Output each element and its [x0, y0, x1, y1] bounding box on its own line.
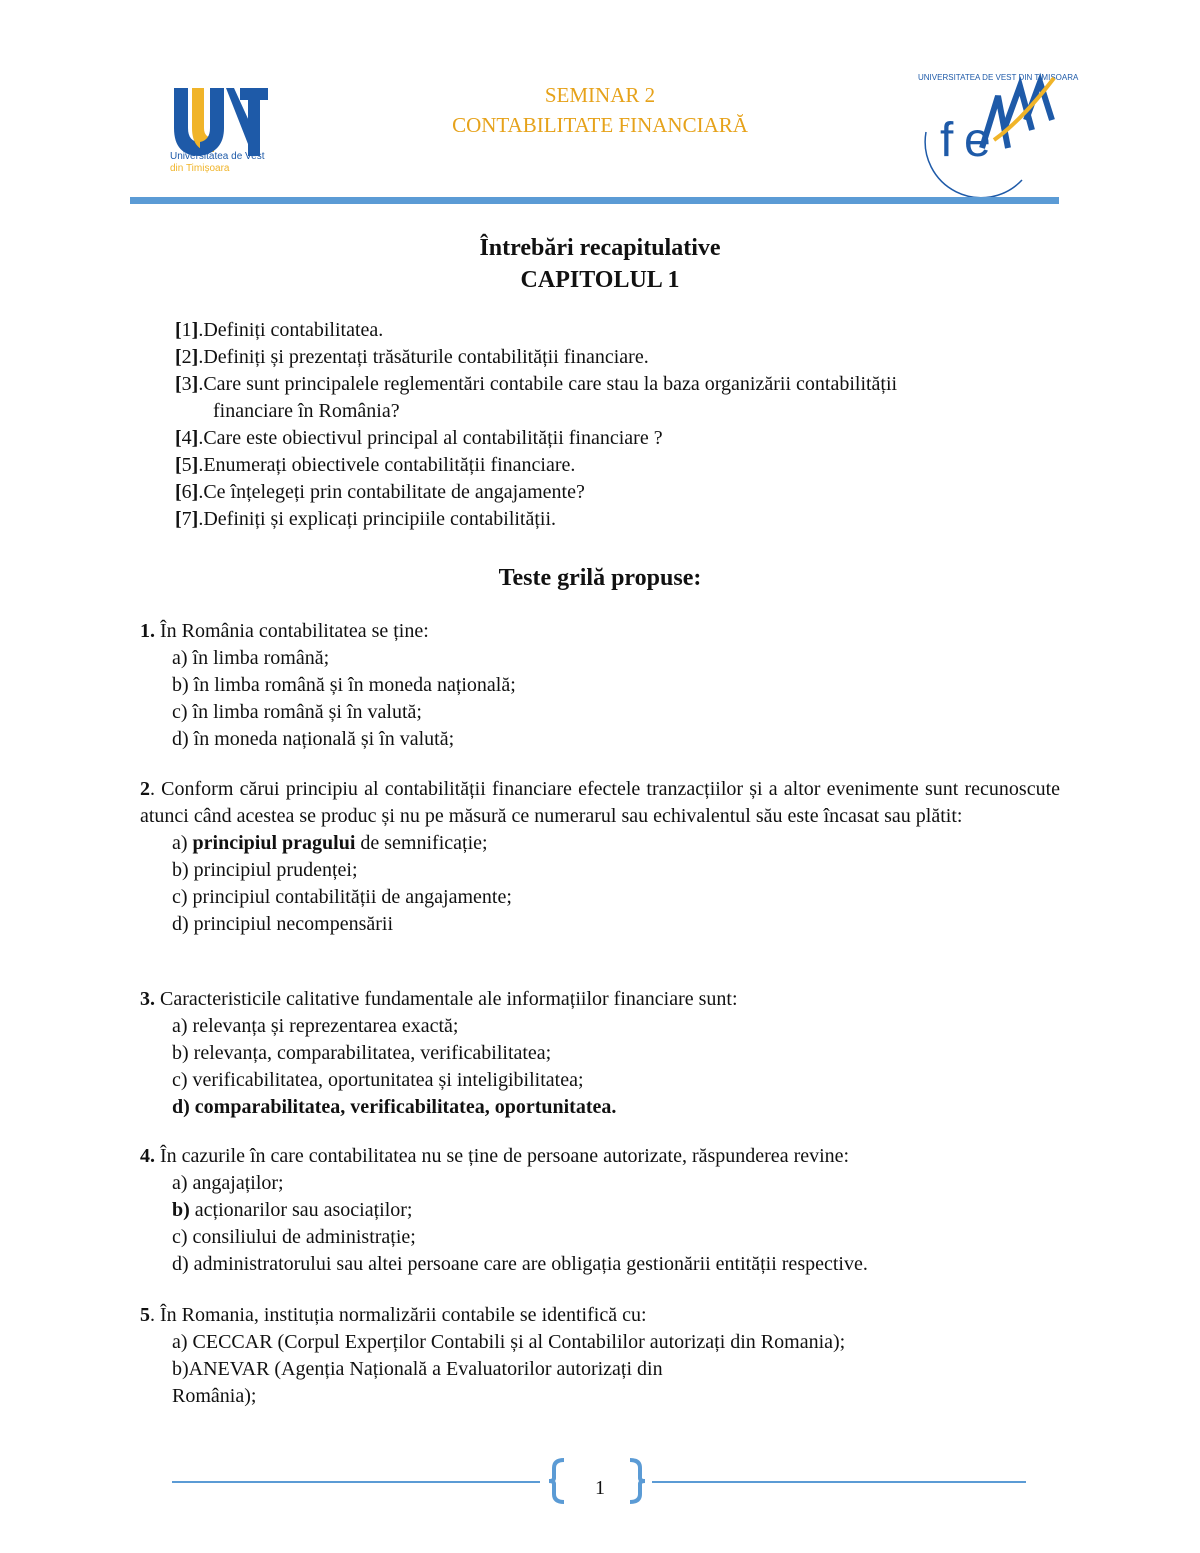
answer-option: a) relevanța și reprezentarea exactă;	[172, 1015, 459, 1037]
review-question: [2].Definiți și prezentați trăsăturile contabilității financiare.	[175, 346, 649, 368]
review-question-list	[175, 317, 1075, 533]
question-text: . Conform cărui principiu al contabilității financiare efectele tranzacțiilor și a altor evenimente sunt recunoscute atunci când acestea se produc și nu pe măsură ce numerarul sau echivalentul său este încasat sau plătit:	[140, 778, 1060, 827]
uvt-caption-line2: din Timișoara	[170, 163, 230, 174]
answer-option: c) consiliului de administrație;	[172, 1226, 416, 1248]
review-question-number: 5	[181, 454, 192, 476]
question-number: 4.	[140, 1145, 155, 1167]
review-question: [7].Definiți și explicați principiile contabilității.	[175, 508, 557, 530]
review-question-number: 4	[181, 427, 192, 449]
answer-option: c) în limba română și în valută;	[172, 701, 422, 723]
review-question-number: 6	[181, 481, 192, 503]
answer-option-correct: d) comparabilitatea, verificabilitatea, oportunitatea.	[172, 1096, 617, 1118]
answer-option-correct: b) acționarilor sau asociaților;	[172, 1199, 413, 1221]
question-number: 5	[140, 1304, 150, 1326]
answer-option: a) în limba română;	[172, 647, 330, 669]
answer-option: a) angajaților;	[172, 1172, 284, 1194]
question-text: . În Romania, instituția normalizării contabile se identifică cu:	[150, 1304, 647, 1326]
header-rule	[130, 197, 1059, 204]
review-question: [3].Care sunt principalele reglementări contabile care stau la baza organizării contabilității	[175, 373, 898, 395]
chapter-title: CAPITOLUL 1	[520, 267, 680, 293]
answer-option: b) principiul prudenței;	[172, 859, 358, 881]
quiz-question-2	[140, 776, 1060, 938]
footer-rule-right	[652, 1481, 1026, 1483]
review-question: [4].Care este obiectivul principal al contabilității financiare ?	[175, 427, 663, 449]
review-question-number: 2	[181, 346, 192, 368]
uvt-logo-caption	[170, 151, 265, 175]
review-question-text: .Definiți și prezentați trăsăturile contabilității financiare.	[198, 346, 649, 368]
svg-text:e: e	[964, 114, 991, 167]
answer-option: a) principiul pragului de semnificație;	[172, 832, 488, 854]
uvt-caption-line1: Universitatea de Vest	[170, 151, 265, 162]
answer-option: a) CECCAR (Corpul Experților Contabili și al Contabililor autorizați din Romania);	[172, 1331, 846, 1353]
review-question-text: .Ce înțelegeți prin contabilitate de angajamente?	[198, 481, 585, 503]
quiz-title: Teste grilă propuse:	[498, 565, 702, 591]
review-question-number: 1	[181, 319, 192, 341]
question-number: 3.	[140, 988, 155, 1010]
answer-option: d) principiul necompensării	[172, 913, 394, 935]
review-question: [5].Enumerați obiectivele contabilității financiare.	[175, 454, 576, 476]
quiz-question-4	[140, 1143, 1060, 1278]
review-question-text: .Enumerați obiectivele contabilității financiare.	[198, 454, 576, 476]
review-question-text: .Definiți contabilitatea.	[198, 319, 384, 341]
review-question-text: .Care este obiectivul principal al contabilității financiare ?	[198, 427, 663, 449]
review-question-number: 3	[181, 373, 192, 395]
answer-option-continuation: România);	[172, 1385, 257, 1407]
quiz-question-5	[140, 1302, 1060, 1410]
quiz-question-3	[140, 986, 1060, 1121]
answer-option: c) principiul contabilității de angajamente;	[172, 886, 512, 908]
review-question-text: .Care sunt principalele reglementări contabile care stau la baza organizării contabilității	[198, 373, 898, 395]
question-text: În cazurile în care contabilitatea nu se ține de persoane autorizate, răspunderea revine:	[155, 1145, 850, 1167]
review-question: [6].Ce înțelegeți prin contabilitate de angajamente?	[175, 481, 585, 503]
review-question-continuation: financiare în România?	[213, 400, 400, 422]
page-number: 1	[595, 1477, 605, 1499]
answer-option: b) în limba română și în moneda națională;	[172, 674, 516, 696]
svg-text:UNIVERSITATEA DE VEST DIN TIMI: UNIVERSITATEA DE VEST DIN TIMIȘOARA	[918, 73, 1079, 82]
header-title-line2: CONTABILITATE FINANCIARĂ	[452, 113, 748, 137]
review-question: [1].Definiți contabilitatea.	[175, 319, 384, 341]
review-question-text: .Definiți și explicați principiile contabilității.	[198, 508, 557, 530]
header-title-line1: SEMINAR 2	[544, 83, 656, 107]
question-text: Caracteristicile calitative fundamentale ale informațiilor financiare sunt:	[155, 988, 738, 1010]
question-number: 1.	[140, 620, 155, 642]
answer-option: d) în moneda națională și în valută;	[172, 728, 455, 750]
answer-option: d) administratorului sau altei persoane care are obligația gestionării entității respective.	[172, 1253, 868, 1275]
svg-text:f: f	[940, 114, 954, 167]
footer-rule-left	[172, 1481, 540, 1483]
review-title: Întrebări recapitulative	[479, 235, 721, 261]
answer-option: c) verificabilitatea, oportunitatea și inteligibilitatea;	[172, 1069, 584, 1091]
feaa-logo	[912, 70, 1079, 196]
answer-option: b) relevanța, comparabilitatea, verificabilitatea;	[172, 1042, 552, 1064]
review-question-number: 7	[181, 508, 192, 530]
answer-option: b)ANEVAR (Agenția Națională a Evaluatorilor autorizați din	[172, 1358, 663, 1380]
quiz-question-1	[140, 618, 1060, 753]
question-text: În România contabilitatea se ține:	[155, 620, 429, 642]
question-number: 2	[140, 778, 150, 800]
header-title	[400, 80, 800, 140]
